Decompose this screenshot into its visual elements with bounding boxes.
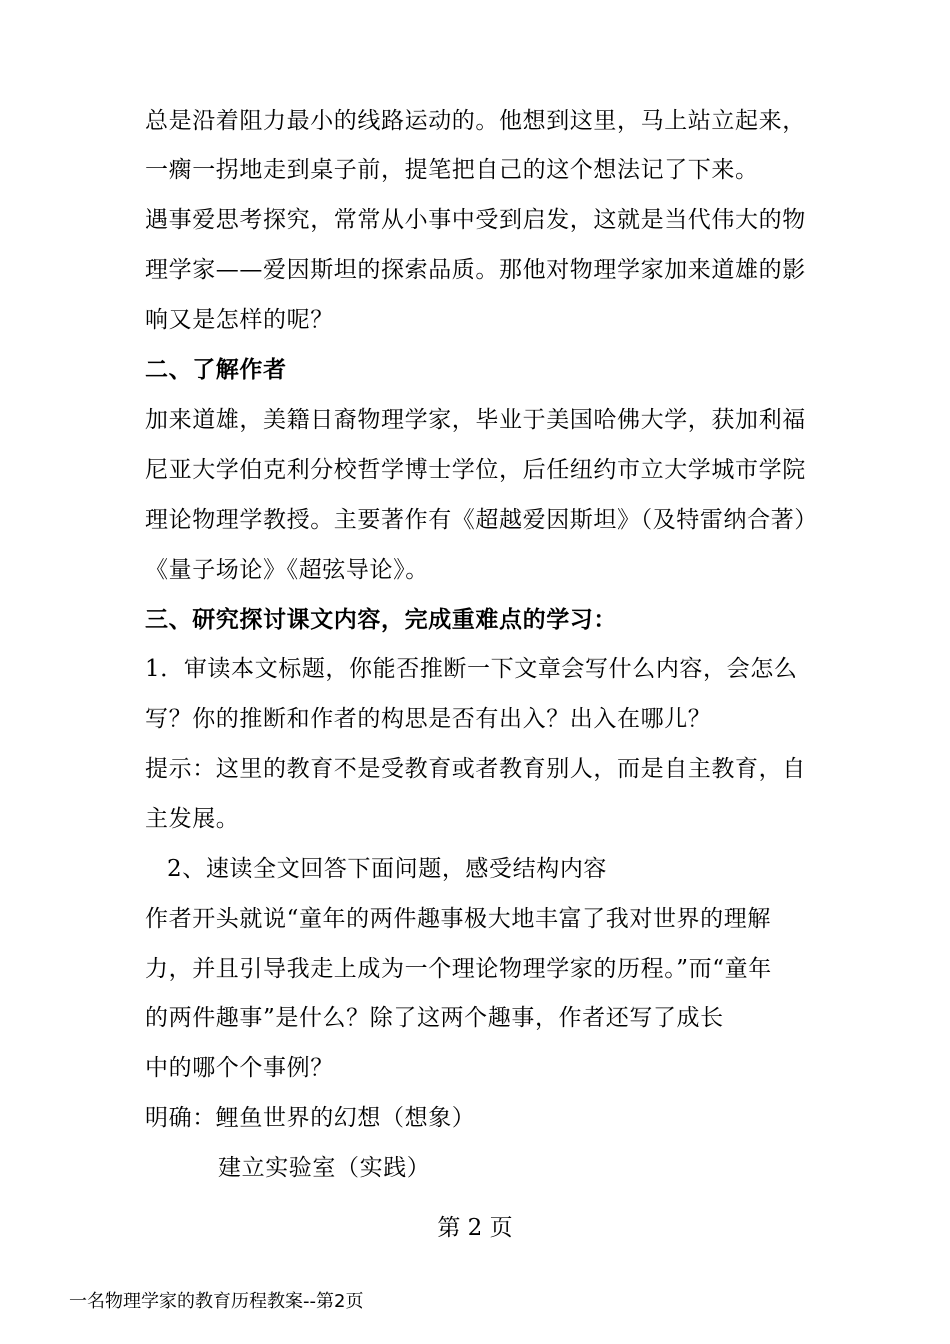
hint-line: 提示：这里的教育不是受教育或者教育别人，而是自主教育，自 [145, 756, 806, 782]
body-line: 作者开头就说“童年的两件趣事极大地丰富了我对世界的理解 [145, 906, 771, 932]
body-line: 中的哪个个事例？ [145, 1055, 334, 1081]
answer-line: 明确：鲤鱼世界的幻想（想象） [145, 1105, 476, 1131]
question-line: 1．审读本文标题，你能否推断一下文章会写什么内容，会怎么 [145, 656, 798, 682]
question-title: 2、速读全文回答下面问题，感受结构内容 [167, 856, 608, 882]
body-line: 《量子场论》《超弦导论》。 [145, 557, 429, 583]
question-line: 写？你的推断和作者的构思是否有出入？出入在哪儿？ [145, 706, 712, 732]
hint-line: 主发展。 [145, 806, 240, 832]
body-line: 理学家——爱因斯坦的探索品质。那他对物理学家加来道雄的影 [145, 257, 806, 283]
body-line: 加来道雄，美籍日裔物理学家，毕业于美国哈佛大学，获加利福 [145, 407, 806, 433]
body-line: 一瘸一拐地走到桌子前，提笔把自己的这个想法记了下来。 [145, 157, 759, 183]
page-number: 第 2 页 [437, 1215, 513, 1241]
body-line: 的两件趣事”是什么？除了这两个趣事，作者还写了成长 [145, 1005, 724, 1031]
section-heading-study: 三、研究探讨课文内容，完成重难点的学习： [145, 606, 617, 633]
body-line: 响又是怎样的呢？ [145, 307, 334, 333]
section-heading-author: 二、了解作者 [145, 356, 287, 383]
footer-title: 一名物理学家的教育历程教案--第2页 [69, 1291, 364, 1312]
body-line: 遇事爱思考探究，常常从小事中受到启发，这就是当代伟大的物 [145, 207, 806, 233]
body-line: 力，并且引导我走上成为一个理论物理学家的历程。”而“童年 [145, 956, 772, 982]
body-line: 尼亚大学伯克利分校哲学博士学位，后任纽约市立大学城市学院 [145, 457, 806, 483]
body-line: 理论物理学教授。主要著作有《超越爱因斯坦》（及特雷纳合著） [145, 507, 818, 533]
answer-line: 建立实验室（实践） [218, 1155, 431, 1181]
body-line: 总是沿着阻力最小的线路运动的。他想到这里，马上站立起来， [145, 108, 806, 134]
